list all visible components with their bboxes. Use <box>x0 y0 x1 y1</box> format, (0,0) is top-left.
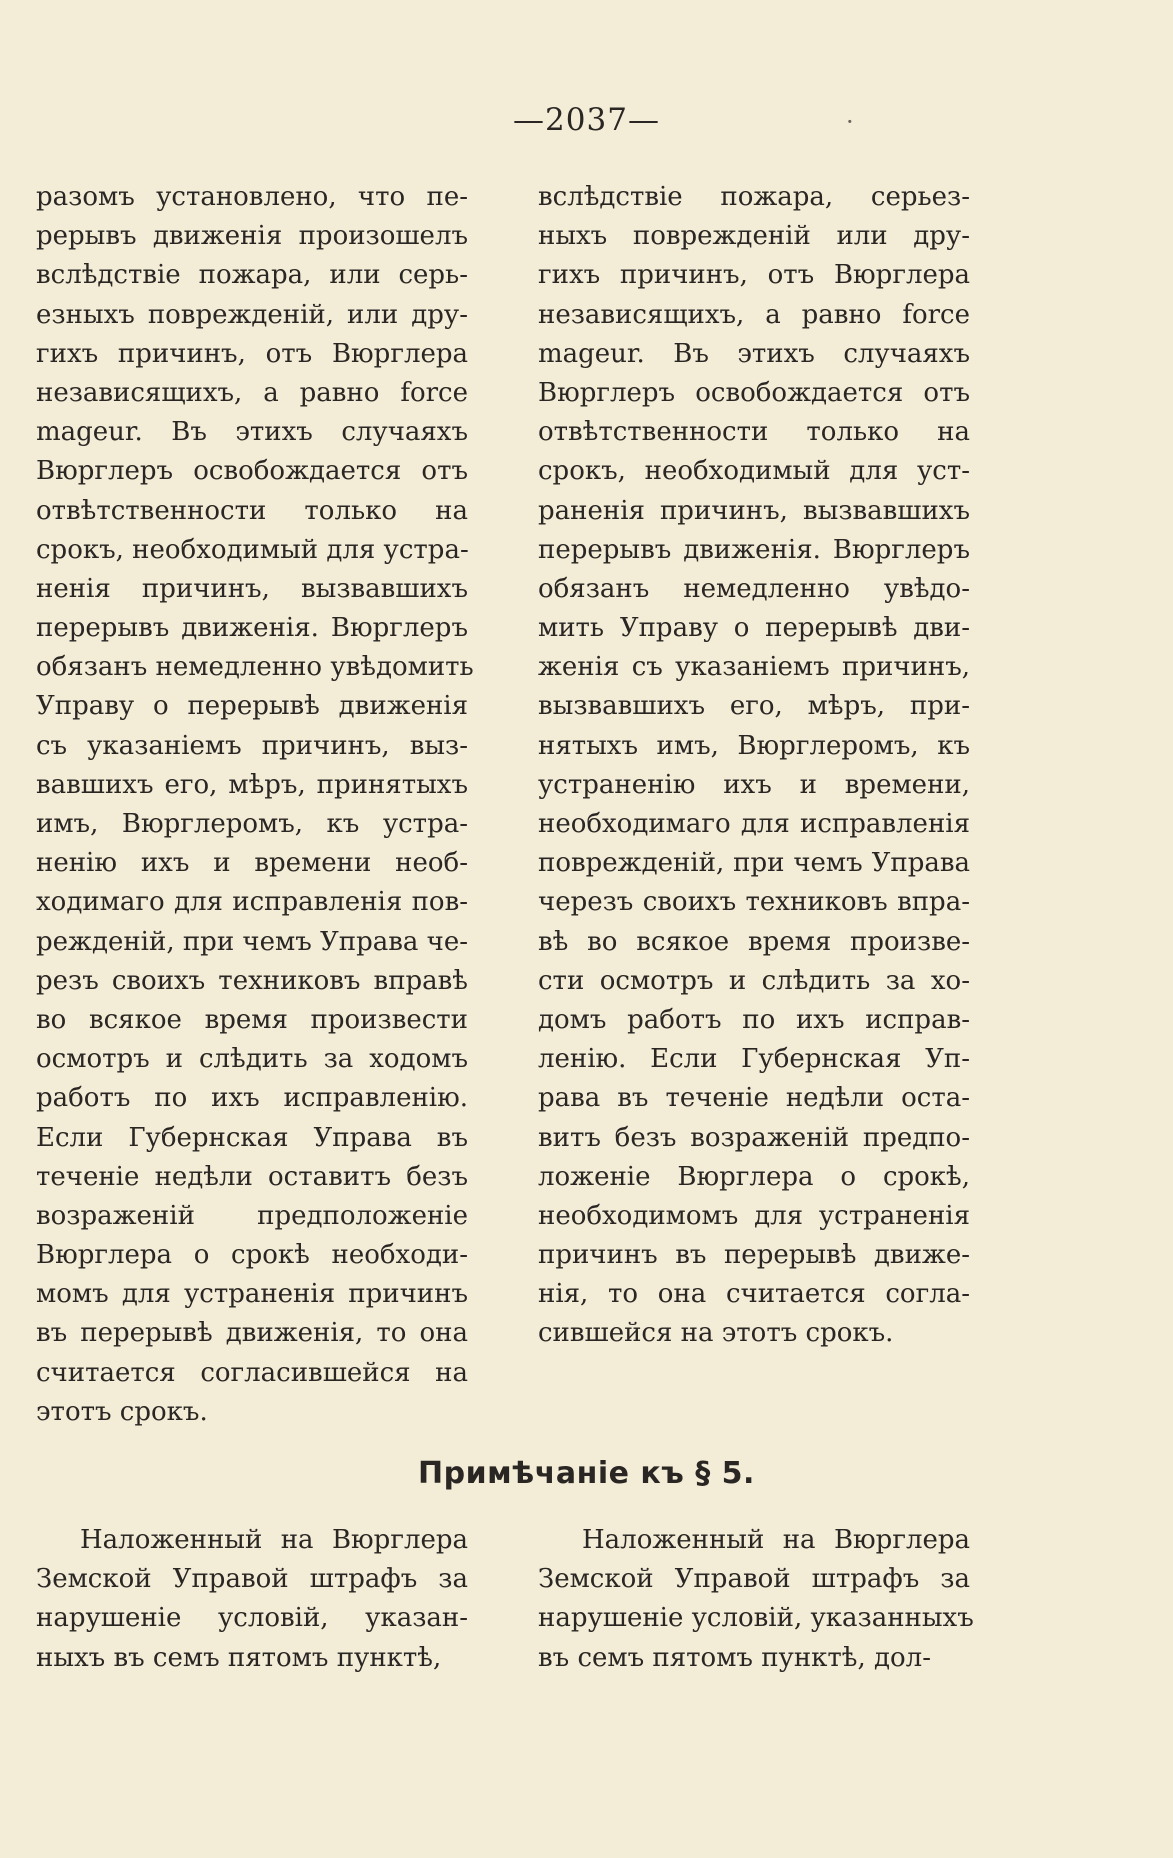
text-line: съ указаніемъ причинъ, выз- <box>36 730 468 761</box>
text-line: въ перерывѣ движенія, то она <box>36 1318 468 1349</box>
text-line: поврежденій, при чемъ Управа <box>538 848 970 879</box>
text-line: необходимомъ для устраненія <box>538 1200 970 1231</box>
text-line: имъ, Вюрглеромъ, къ устра- <box>36 809 468 839</box>
text-line: нія, то она считается согла- <box>538 1279 970 1310</box>
text-line: Наложенный на Вюрглера <box>80 1525 468 1555</box>
text-line: вызвавшихъ его, мѣръ, при- <box>538 691 970 722</box>
text-line: раненія причинъ, вызвавшихъ <box>538 495 970 526</box>
text-line: вслѣдствіе пожара, серьез- <box>538 182 970 212</box>
text-line: Земской Управой штрафъ за <box>538 1564 970 1595</box>
text-line: осмотръ и слѣдить за ходомъ <box>36 1044 468 1075</box>
text-line: срокъ, необходимый для уст- <box>538 456 970 487</box>
text-line: теченіе недѣли оставитъ безъ <box>36 1161 468 1192</box>
text-line: Вюрглеръ освобождается отъ <box>36 456 468 487</box>
text-line: Управу о перерывѣ движенія <box>36 691 468 722</box>
text-line: работъ по ихъ исправленію. <box>36 1083 468 1114</box>
text-line: отвѣтственности только на <box>36 495 468 526</box>
text-line: момъ для устраненія причинъ <box>36 1279 468 1310</box>
text-line: вавшихъ его, мѣръ, принятыхъ <box>36 769 468 800</box>
text-line: черезъ своихъ техниковъ впра- <box>538 887 970 918</box>
text-line: ненія причинъ, вызвавшихъ <box>36 573 468 604</box>
text-line: Вюрглера о срокѣ необходи- <box>36 1240 468 1271</box>
text-line: возраженій предположеніе <box>36 1200 468 1231</box>
text-line: причинъ въ перерывѣ движе- <box>538 1240 970 1271</box>
text-line: женія съ указаніемъ причинъ, <box>538 652 970 683</box>
text-line: нарушеніе условій, указан- <box>36 1603 468 1634</box>
text-line: нарушеніе условій, указанныхъ <box>538 1603 974 1634</box>
text-line: ныхъ въ семъ пятомъ пунктѣ, <box>36 1642 442 1673</box>
text-line: обязанъ немедленно увѣдомить <box>36 652 474 683</box>
text-line: перерывъ движенія. Вюрглеръ <box>36 613 468 644</box>
text-line: обязанъ немедленно увѣдо- <box>538 573 970 604</box>
text-line: резъ своихъ техниковъ вправѣ <box>36 965 468 996</box>
text-line: отвѣтственности только на <box>538 417 970 448</box>
text-line: гихъ причинъ, отъ Вюрглера <box>36 338 468 369</box>
text-line: домъ работъ по ихъ исправ- <box>538 1004 970 1035</box>
text-line: гихъ причинъ, отъ Вюрглера <box>538 260 970 291</box>
text-line: устраненію ихъ и времени, <box>538 769 970 800</box>
page-number: —2037— <box>513 102 660 138</box>
text-line: рерывъ движенія произошелъ <box>36 221 468 252</box>
text-line: нятыхъ имъ, Вюрглеромъ, къ <box>538 730 970 761</box>
text-line: Если Губернская Управа въ <box>36 1122 468 1153</box>
text-line: ныхъ поврежденій или дру- <box>538 221 970 252</box>
text-line: вслѣдствіе пожара, или серь- <box>36 260 468 291</box>
text-line: mageur. Въ этихъ случаяхъ <box>36 417 468 448</box>
note-heading: Примѣчаніе къ § 5. <box>418 1456 755 1491</box>
text-line: Наложенный на Вюрглера <box>582 1525 970 1555</box>
text-line: ходимаго для исправленія пов- <box>36 887 468 918</box>
text-line: Земской Управой штрафъ за <box>36 1564 468 1595</box>
text-line: сти осмотръ и слѣдить за хо- <box>538 965 970 996</box>
text-line: езныхъ поврежденій, или дру- <box>36 299 468 330</box>
text-line: необходимаго для исправленія <box>538 809 970 839</box>
text-line: ненію ихъ и времени необ- <box>36 848 468 879</box>
text-line: режденій, при чемъ Управа че- <box>36 926 469 957</box>
right-column-bottom <box>538 1521 974 1678</box>
left-column-bottom <box>36 1521 468 1678</box>
stray-mark: · <box>846 108 854 136</box>
text-line: мить Управу о перерывѣ дви- <box>538 613 970 644</box>
text-line: въ семъ пятомъ пунктѣ, дол- <box>538 1642 931 1673</box>
right-column-top <box>538 178 970 1354</box>
text-line: сившейся на этотъ срокъ. <box>538 1318 894 1349</box>
text-line: разомъ установлено, что пе- <box>36 182 468 212</box>
text-line: независящихъ, а равно force <box>538 299 970 330</box>
text-line: во всякое время произвести <box>36 1004 468 1035</box>
text-line: ложеніе Вюрглера о срокѣ, <box>538 1161 970 1192</box>
text-line: витъ безъ возраженій предпо- <box>538 1122 970 1153</box>
text-line: рава въ теченіе недѣли оста- <box>538 1083 970 1114</box>
text-line: Вюрглеръ освобождается отъ <box>538 377 970 408</box>
text-line: перерывъ движенія. Вюрглеръ <box>538 534 970 565</box>
text-line: вѣ во всякое время произве- <box>538 926 970 957</box>
text-line: этотъ срокъ. <box>36 1396 208 1427</box>
text-line: независящихъ, а равно force <box>36 377 468 408</box>
text-line: mageur. Въ этихъ случаяхъ <box>538 338 970 369</box>
text-line: считается согласившейся на <box>36 1357 468 1388</box>
text-line: срокъ, необходимый для устра- <box>36 534 469 565</box>
left-column-top <box>36 178 474 1432</box>
text-line: ленію. Если Губернская Уп- <box>538 1044 970 1075</box>
